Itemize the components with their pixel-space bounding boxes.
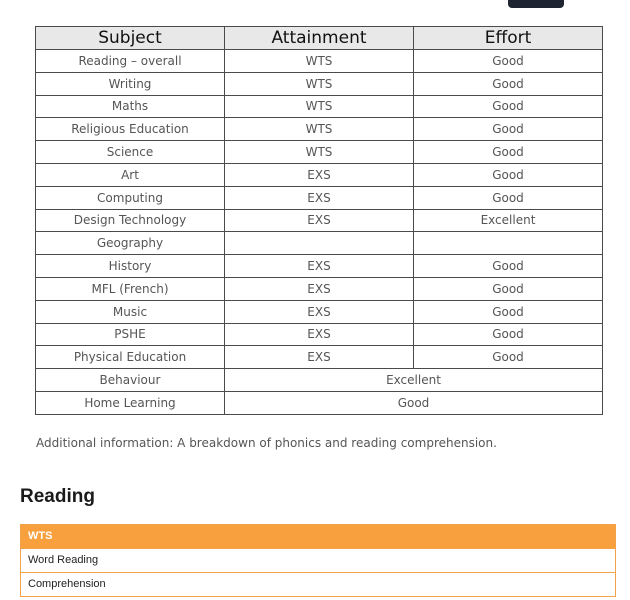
table-row [36,209,603,232]
subject-cell: Computing [36,186,225,209]
effort-cell: Good [414,346,603,369]
effort-cell: Excellent [414,209,603,232]
effort-cell: Good [414,323,603,346]
table-row [36,300,603,323]
attainment-cell: EXS [225,277,414,300]
attainment-cell: EXS [225,346,414,369]
subject-cell: PSHE [36,323,225,346]
effort-cell: Good [414,277,603,300]
effort-cell: Good [414,300,603,323]
table-row [36,255,603,278]
effort-cell: Good [414,186,603,209]
subject-cell: Religious Education [36,118,225,141]
attainment-cell: EXS [225,323,414,346]
table-row [36,141,603,164]
subject-cell: Music [36,300,225,323]
effort-cell: Good [414,255,603,278]
effort-cell: Good [414,95,603,118]
report-table [35,26,603,415]
attainment-cell [225,232,414,255]
additional-information: Additional information: A breakdown of phonics and reading comprehension. [36,436,497,450]
header-attainment: Attainment [225,27,414,50]
table-header-row [36,27,603,50]
subject-cell: Writing [36,72,225,95]
merged-value-cell: Good [225,391,603,414]
effort-cell: Good [414,141,603,164]
attainment-cell: EXS [225,209,414,232]
table-row-merged [36,391,603,414]
attainment-cell: EXS [225,300,414,323]
header-effort: Effort [414,27,603,50]
attainment-cell: EXS [225,255,414,278]
subject-cell: Art [36,163,225,186]
subject-cell: Maths [36,95,225,118]
table-row [36,163,603,186]
table-row [36,323,603,346]
subject-cell: Geography [36,232,225,255]
merged-value-cell: Excellent [225,369,603,392]
effort-cell [414,232,603,255]
subject-cell: Design Technology [36,209,225,232]
subject-cell: MFL (French) [36,277,225,300]
attainment-cell: WTS [225,141,414,164]
table-row [36,346,603,369]
effort-cell: Good [414,118,603,141]
effort-cell: Good [414,72,603,95]
effort-cell: Good [414,163,603,186]
reading-row-comprehension: Comprehension [21,572,615,596]
subject-cell: Behaviour [36,369,225,392]
subject-cell: Physical Education [36,346,225,369]
effort-cell: Good [414,50,603,73]
student-photo-edge [508,0,564,8]
reading-row-word-reading: Word Reading [21,548,615,572]
subject-cell: Reading – overall [36,50,225,73]
attainment-cell: WTS [225,95,414,118]
table-row [36,118,603,141]
header-subject: Subject [36,27,225,50]
table-row [36,72,603,95]
table-row [36,95,603,118]
attainment-cell: WTS [225,72,414,95]
table-row [36,50,603,73]
table-row [36,277,603,300]
table-row [36,232,603,255]
attainment-cell: EXS [225,163,414,186]
reading-heading: Reading [20,486,95,507]
table-row [36,186,603,209]
subject-cell: Science [36,141,225,164]
subject-cell: History [36,255,225,278]
table-row-merged [36,369,603,392]
reading-level-header: WTS [21,525,615,548]
subject-cell: Home Learning [36,391,225,414]
attainment-cell: EXS [225,186,414,209]
attainment-cell: WTS [225,118,414,141]
attainment-cell: WTS [225,50,414,73]
reading-breakdown-box [20,524,616,597]
